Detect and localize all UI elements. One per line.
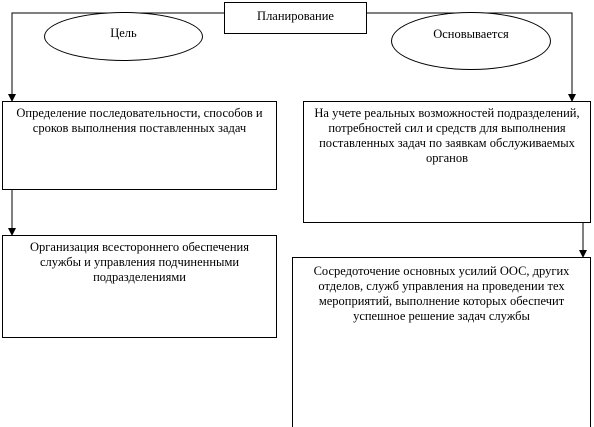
- goal-oval: [44, 12, 203, 61]
- right-box-concentration: [292, 257, 591, 427]
- left-box-organization-text: Организация всестороннего обеспечения службы и управления подчиненными подразделениями: [30, 240, 249, 284]
- left-box-organization: [2, 235, 277, 338]
- right-box-based-on: [303, 101, 591, 223]
- based-on-oval-label: Основывается: [433, 27, 509, 41]
- based-on-oval: [391, 12, 551, 70]
- root-label: Планирование: [257, 9, 334, 23]
- root-planning-box: [224, 2, 367, 34]
- right-box-concentration-text: Сосредоточение основных усилий ООС, других отделов, служб управления на проведении тех мероприятий, выполнение которых обеспечит успешное решение задач службы: [313, 264, 570, 323]
- right-box-based-on-text: На учете реальных возможностей подразделений, потребностей сил и средств для выполнения поставленных задач по заявкам обслуживаемых органов: [314, 106, 580, 165]
- left-box-sequence: [2, 101, 277, 190]
- goal-oval-label: Цель: [110, 26, 137, 40]
- left-box-sequence-text: Определение последовательности, способов и сроков выполнения поставленных задач: [16, 106, 263, 135]
